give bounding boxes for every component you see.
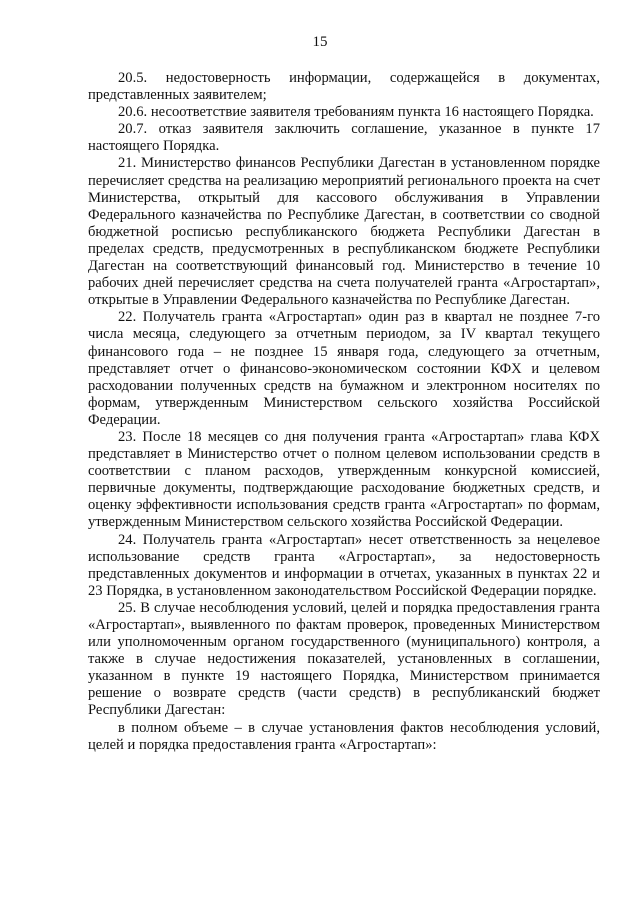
paragraph-20-5: 20.5. недостоверность информации, содержащейся в документах, представленных заявителем; — [88, 70, 600, 104]
paragraph-24: 24. Получатель гранта «Агростартап» несет ответственность за нецелевое использование средств гранта «Агростартап», за недостоверность представленных документов и информации в отчетах, указанных в пунктах 22 и 23 Порядка, в установленном законодательством Российской Федерации порядке. — [88, 531, 600, 599]
paragraph-20-6: 20.6. несоответствие заявителя требованиям пункта 16 настоящего Порядка. — [118, 104, 594, 121]
paragraph-22: 22. Получатель гранта «Агростартап» один раз в квартал не позднее 7-го числа месяца, следующего за отчетным периодом, за IV квартал текущего финансового года – не позднее 15 января года, следующего за отчетным, представляет отчет о финансово-экономическом состоянии КФХ и целевом расходовании полученных средств на бумажном и электронном носителях по формам, утвержденным Министерством сельского хозяйства Российской Федерации. — [88, 309, 600, 428]
page-number: 15 — [312, 34, 328, 50]
document-body — [88, 70, 600, 754]
paragraph-25: 25. В случае несоблюдения условий, целей и порядка предоставления гранта «Агростартап», выявленного по фактам проверок, проведенных Министерством или уполномоченным органом государственного (муниципального) контроля, а также в случае недостижения показателей, установленных в соглашении, указанном в пункте 19 настоящего Порядка, Министерством принимается решение о возврате средств (части средств) в республиканский бюджет Республики Дагестан: — [88, 599, 600, 719]
paragraph-20-7: 20.7. отказ заявителя заключить соглашение, указанное в пункте 17 настоящего Порядка. — [88, 121, 600, 155]
paragraph-21: 21. Министерство финансов Республики Дагестан в установленном порядке перечисляет средства на реализацию мероприятий регионального проекта на счет Министерства, открытый для кассового обслуживания в Управлении Федерального казначейства по Республике Дагестан, в соответствии со сводной бюджетной росписью республиканского бюджета Республики Дагестан в пределах средств, предусмотренных в республиканском бюджете Республики Дагестан на соответствующий финансовый год. Министерство в течение 10 рабочих дней перечисляет средства на счета получателей гранта «Агростартап», открытые в Управлении Федерального казначейства по Республике Дагестан. — [88, 155, 600, 309]
paragraph-25-full-volume: в полном объеме – в случае установления фактов несоблюдения условий, целей и порядка предоставления гранта «Агростартап»: — [88, 719, 600, 753]
paragraph-23: 23. После 18 месяцев со дня получения гранта «Агростартап» глава КФХ представляет в Министерство отчет о полном целевом использовании средств в соответствии с планом расходов, утвержденным конкурсной комиссией, первичные документы, подтверждающие расходование бюджетных средств, и оценку эффективности использования средств гранта «Агростартап» по формам, утвержденным Министерством сельского хозяйства Российской Федерации. — [88, 428, 600, 531]
